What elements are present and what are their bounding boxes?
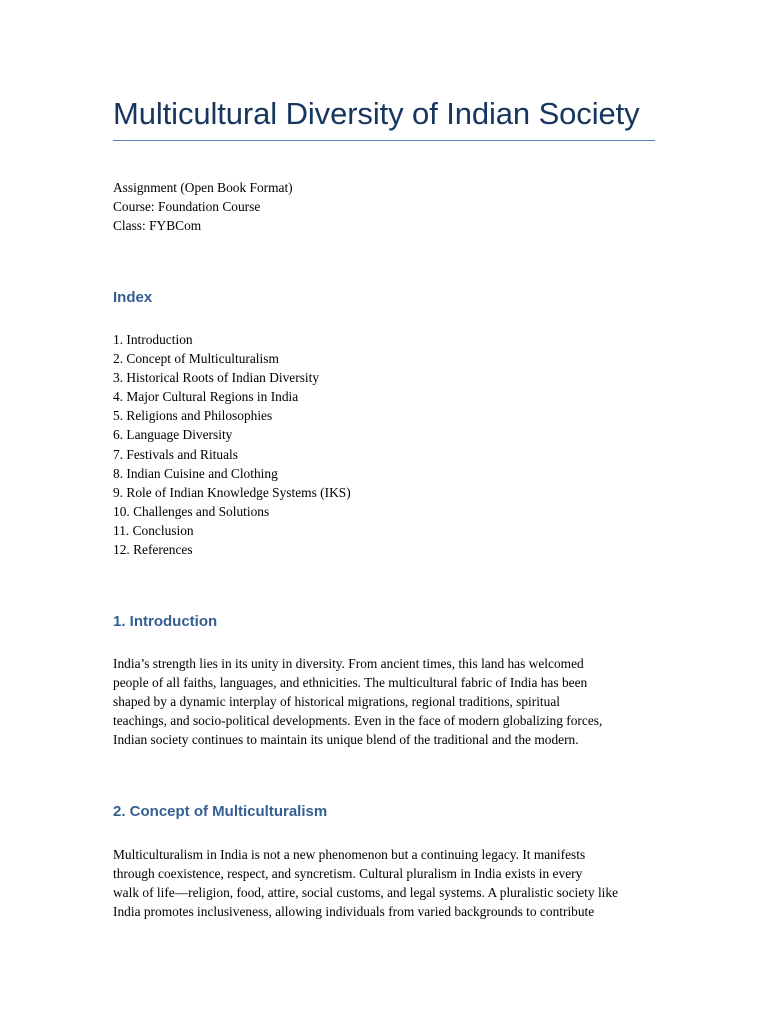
index-item: 11. Conclusion [113, 522, 194, 538]
multiculturalism-paragraph [113, 845, 653, 921]
index-list [113, 330, 351, 559]
introduction-paragraph [113, 654, 653, 749]
document-title: Multicultural Diversity of Indian Society [113, 96, 640, 131]
index-item: 12. References [113, 542, 193, 558]
section-heading-introduction: 1. Introduction [113, 613, 218, 630]
paragraph-line: teachings, and socio-political developments. Even in the face of modern globalizing forces, [113, 713, 603, 729]
meta-course: Course: Foundation Course [113, 199, 261, 215]
index-item: 8. Indian Cuisine and Clothing [113, 465, 278, 481]
paragraph-line: India’s strength lies in its unity in diversity. From ancient times, this land has welcomed [113, 656, 584, 671]
index-item: 7. Festivals and Rituals [113, 446, 238, 462]
index-item: 9. Role of Indian Knowledge Systems (IKS) [113, 484, 351, 500]
index-item: 10. Challenges and Solutions [113, 503, 270, 519]
paragraph-line: people of all faiths, languages, and ethnicities. The multicultural fabric of India has been [113, 675, 588, 691]
index-item: 5. Religions and Philosophies [113, 408, 273, 424]
title-underline [113, 140, 655, 141]
index-item: 2. Concept of Multiculturalism [113, 351, 279, 367]
paragraph-line: India promotes inclusiveness, allowing individuals from varied backgrounds to contribute [113, 904, 595, 920]
index-item: 4. Major Cultural Regions in India [113, 389, 299, 405]
index-heading: Index [113, 289, 153, 306]
paragraph-line: Indian society continues to maintain its unique blend of the traditional and the modern. [113, 732, 579, 748]
index-item: 6. Language Diversity [113, 427, 233, 443]
paragraph-line: through coexistence, respect, and syncretism. Cultural pluralism in India exists in every [113, 866, 583, 882]
meta-assignment: Assignment (Open Book Format) [113, 180, 293, 195]
meta-class: Class: FYBCom [113, 218, 202, 234]
paragraph-line: Multiculturalism in India is not a new phenomenon but a continuing legacy. It manifests [113, 847, 586, 862]
section-heading-multiculturalism: 2. Concept of Multiculturalism [113, 803, 328, 820]
index-item: 1. Introduction [113, 332, 193, 347]
assignment-meta [113, 178, 293, 235]
index-item: 3. Historical Roots of Indian Diversity [113, 370, 320, 386]
paragraph-line: shaped by a dynamic interplay of historical migrations, regional traditions, spiritual [113, 694, 560, 710]
paragraph-line: walk of life—religion, food, attire, social customs, and legal systems. A pluralistic society like [113, 885, 619, 901]
